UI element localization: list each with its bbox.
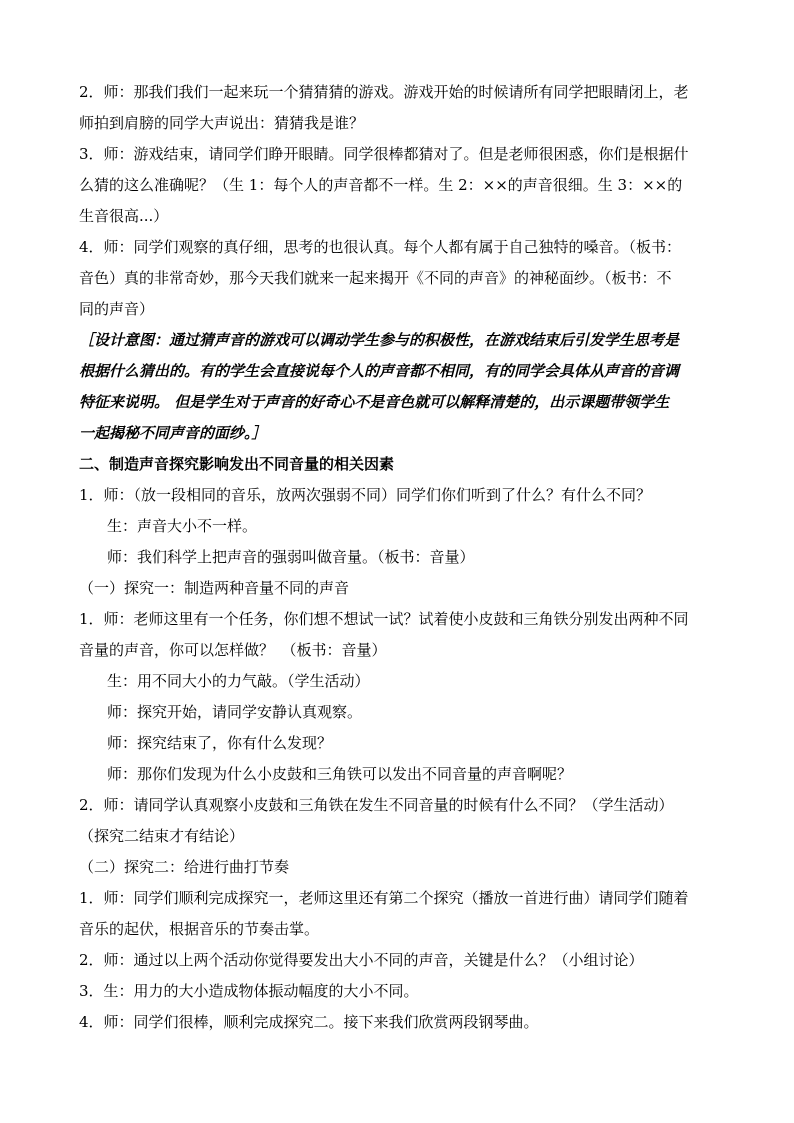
text-line: 生音很高...）: [79, 207, 169, 225]
text-line: 4．师：同学们很棒，顺利完成探究二。接下来我们欣赏两段钢琴曲。: [79, 1013, 539, 1031]
subsection-heading: （一）探究一：制造两种音量不同的声音: [79, 579, 350, 597]
text-line: 3．生：用力的大小造成物体振动幅度的大小不同。: [79, 982, 419, 1000]
design-intent-line: 特征来说明。 但是学生对于声音的好奇心不是音色就可以解释清楚的，出示课题带领学生: [79, 393, 670, 411]
section-heading: 二、制造声音探究影响发出不同音量的相关因素: [79, 455, 395, 473]
text-line: 1．师：老师这里有一个任务，你们想不想试一试？试着使小皮鼓和三角铁分别发出两种不同: [79, 610, 689, 628]
text-line: 师：探究开始，请同学安静认真观察。: [107, 703, 363, 721]
text-line: 师：探究结束了，你有什么发现？: [107, 734, 333, 752]
text-line: 音乐的起伏，根据音乐的节奏击掌。: [79, 920, 320, 938]
text-line: 师拍到肩膀的同学大声说出：猜猜我是谁？: [79, 114, 365, 132]
text-line: 3．师：游戏结束，请同学们睁开眼睛。同学很棒都猜对了。但是老师很困惑，你们是根据什: [79, 145, 689, 163]
text-line: 4．师：同学们观察的真仔细，思考的也很认真。每个人都有属于自己独特的嗓音。（板书：: [79, 238, 682, 256]
text-line: 师：我们科学上把声音的强弱叫做音量。（板书：音量）: [107, 548, 475, 566]
subsection-heading: （二）探究二：给进行曲打节奏: [79, 858, 290, 876]
design-intent-line: 一起揭秘不同声音的面纱。］: [79, 424, 267, 442]
text-line: 音色）真的非常奇妙，那今天我们就来一起来揭开《不同的声音》的神秘面纱。（板书：不: [79, 269, 672, 287]
text-line: 2．师：请同学认真观察小皮鼓和三角铁在发生不同音量的时候有什么不同？（学生活动）: [79, 796, 674, 814]
document-page: [79, 77, 715, 1038]
text-line: 同的声音）: [79, 300, 155, 318]
text-line: 1．师：（放一段相同的音乐，放两次强弱不同）同学们你们听到了什么？有什么不同？: [79, 486, 652, 504]
text-line: 生：声音大小不一样。: [107, 517, 258, 535]
text-line: 1．师：同学们顺利完成探究一，老师这里还有第二个探究（播放一首进行曲）请同学们随着: [79, 889, 689, 907]
text-line: （探究二结束才有结论）: [79, 827, 245, 845]
text-line: 师：那你们发现为什么小皮鼓和三角铁可以发出不同音量的声音啊呢？: [107, 765, 573, 783]
text-line: 2．师：那我们我们一起来玩一个猜猜猜的游戏。游戏开始的时候请所有同学把眼睛闭上，老: [79, 83, 689, 101]
text-line: 2．师：通过以上两个活动你觉得要发出大小不同的声音，关键是什么？（小组讨论）: [79, 951, 644, 969]
text-line: 生：用不同大小的力气敲。（学生活动）: [107, 672, 370, 690]
text-line: 么猜的这么准确呢？（生 1：每个人的声音都不一样。生 2：××的声音很细。生 3：××的: [79, 176, 683, 194]
design-intent-line: 根据什么猜出的。有的学生会直接说每个人的声音都不相同，有的同学会具体从声音的音调: [79, 362, 680, 380]
design-intent-line: ［设计意图：通过猜声音的游戏可以调动学生参与的积极性，在游戏结束后引发学生思考是: [79, 331, 680, 349]
text-line: 音量的声音，你可以怎样做？ （板书：音量）: [79, 641, 387, 659]
